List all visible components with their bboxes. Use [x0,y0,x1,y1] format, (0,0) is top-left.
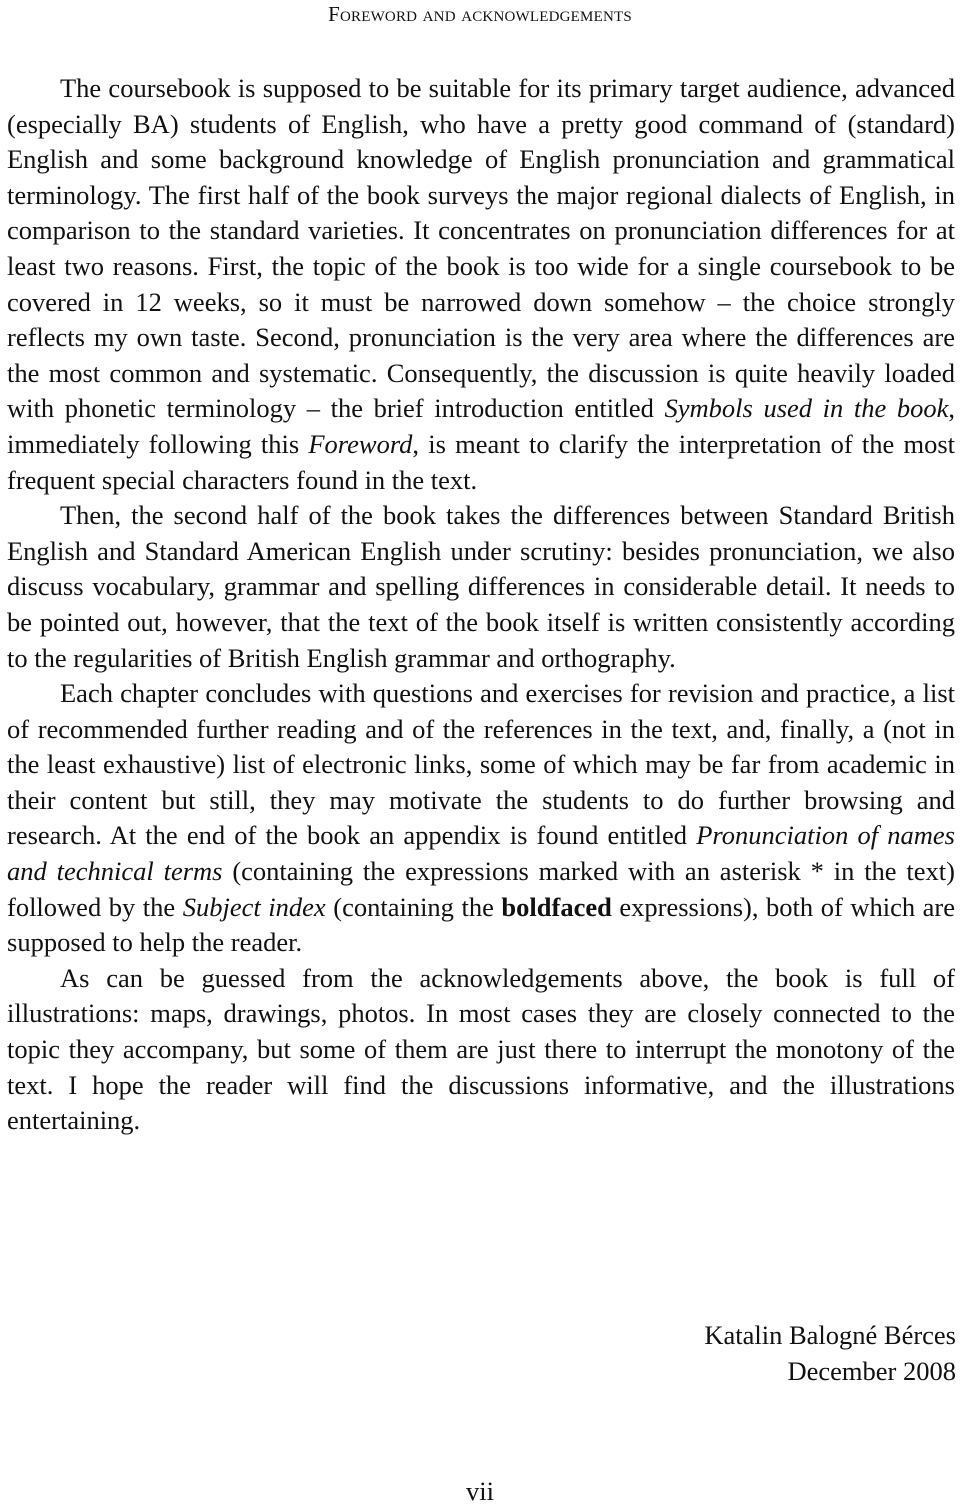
text-run: (containing the expressions marked with an asterisk * in the text) followed by the [7,856,955,922]
paragraph [7,498,955,676]
text-run: expressions), both of which are supposed to help the reader. [7,891,956,958]
paragraph [7,71,955,498]
paragraph [7,676,955,961]
signature-block [704,1318,956,1389]
italic-title: Foreword [308,428,413,459]
italic-title: Symbols used in the book [664,393,949,424]
author-name: Katalin Balogné Bérces [704,1320,956,1350]
text-run: (containing the [325,891,502,922]
page-number: vii [466,1476,494,1506]
running-head: Foreword and acknowledgements [328,2,632,26]
text-run: Then, the second half of the book takes the differences between Standard British English and Standard American English under scrutiny: besides pronunciation, we also discuss vocabulary, grammar and spelling differences in considerable detail. It needs to be pointed out, however, that the text of the book itself is written consistently according to the regularities of British English grammar and orthography. [7,500,955,673]
paragraph [7,961,955,1139]
text-run: As can be guessed from the acknowledgements above, the book is full of illustrations: maps, drawings, photos. In most cases they are closely connected to the topic they accompany, but some of them are just there to interrupt the monotony of the text. I hope the reader will find the discussions informative, and the illustrations entertaining. [7,962,955,1136]
italic-title: Pronunciation of names and technical terms [7,820,955,887]
text-run: , immediately following this [7,393,955,459]
text-run: , is meant to clarify the interpretation of the most frequent special characters found in the text. [7,428,955,495]
foreword-body [7,71,955,1139]
text-run: The coursebook is supposed to be suitable for its primary target audience, advanced (especially BA) students of English, who have a pretty good command of (standard) English and some background knowledge of English pronunciation and grammatical terminology. The first half of the book surveys the major regional dialects of English, in comparison to the standard varieties. It concentrates on pronunciation differences for at least two reasons. First, the topic of the book is too wide for a single coursebook to be covered in 12 weeks, so it must be narrowed down somehow – the choice strongly reflects my own taste. Second, pronunciation is the very area where the differences are the most common and systematic. Consequently, the discussion is quite heavily loaded with phonetic terminology – the brief introduction entitled [7,73,955,424]
bold-term: boldfaced [501,891,612,922]
italic-title: Subject index [182,891,326,922]
text-run: Each chapter concludes with questions and exercises for revision and practice, a list of recommended further reading and of the references in the text, and, finally, a (not in the least exhaustive) list of electronic links, some of which may be far from academic in their content but still, they may motivate the students to do further browsing and research. At the end of the book an appendix is found entitled [7,678,955,851]
signature-date: December 2008 [787,1355,956,1386]
